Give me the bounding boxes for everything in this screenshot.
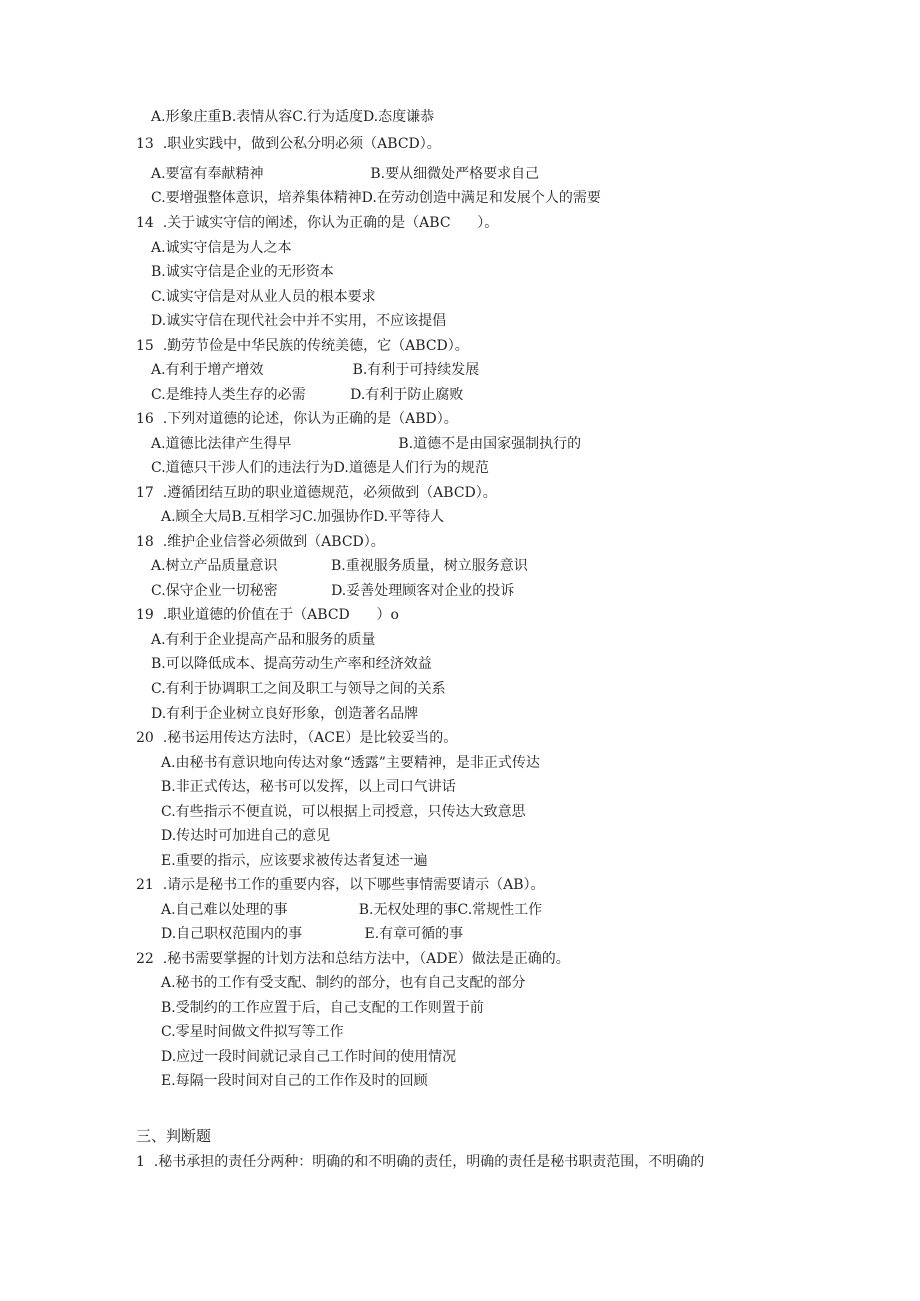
q22-option-b: B.受制约的工作应置于后，自己支配的工作则置于前 (161, 1000, 484, 1016)
q19-option-a: A.有利于企业提高产品和服务的质量 (151, 632, 376, 648)
q15-stem: 15 .勤劳节俭是中华民族的传统美德，它（ABCD）。 (136, 338, 469, 354)
q14-option-d: D.诚实守信在现代社会中并不实用，不应该提倡 (151, 313, 447, 329)
tf-item-1: 1 .秘书承担的责任分两种：明确的和不明确的责任，明确的责任是秘书职责范围，不明确的 (136, 1154, 705, 1170)
q12-options: A.形象庄重B.表情从容C.行为适度D.态度谦恭 (151, 109, 435, 125)
q22-option-a: A.秘书的工作有受支配、制约的部分，也有自己支配的部分 (161, 975, 526, 991)
q20-stem: 20 .秘书运用传达方法时，（ACE）是比较妥当的。 (136, 730, 458, 746)
q15-options-ab: A.有利于增产增效 B.有利于可持续发展 (151, 362, 480, 378)
q19-stem: 19 .职业道德的价值在于（ABCD ）o (136, 607, 399, 623)
q21-options-de: D.自己职权范围内的事 E.有章可循的事 (161, 926, 464, 942)
q20-option-c: C.有些指示不便直说，可以根据上司授意，只传达大致意思 (161, 804, 526, 820)
q19-option-d: D.有利于企业树立良好形象，创造著名品牌 (151, 706, 419, 722)
q18-options-ab: A.树立产品质量意识 B.重视服务质量，树立服务意识 (151, 558, 528, 574)
q20-option-a: A.由秘书有意识地向传达对象“透露”主要精神，是非正式传达 (161, 755, 540, 771)
q22-stem: 22 .秘书需要掌握的计划方法和总结方法中，（ADE）做法是正确的。 (136, 951, 570, 967)
q13-stem: 13 .职业实践中，做到公私分明必须（ABCD）。 (136, 136, 441, 152)
q17-options: A.顾全大局B.互相学习C.加强协作D.平等待人 (161, 509, 445, 525)
q15-options-cd: C.是维持人类生存的必需 D.有利于防止腐败 (151, 387, 464, 403)
q22-option-c: C.零星时间做文件拟写等工作 (161, 1024, 344, 1040)
q18-options-cd: C.保守企业一切秘密 D.妥善处理顾客对企业的投诉 (151, 583, 515, 599)
q14-option-b: B.诚实守信是企业的无形资本 (151, 264, 334, 280)
q21-options-abc: A.自己难以处理的事 B.无权处理的事C.常规性工作 (161, 902, 543, 918)
q19-option-b: B.可以降低成本、提高劳动生产率和经济效益 (151, 656, 432, 672)
q22-option-d: D.应过一段时间就记录自己工作时间的使用情况 (161, 1049, 457, 1065)
q13-options-ab: A.要富有奉献精神 B.要从细微处严格要求自己 (151, 166, 540, 182)
q20-option-b: B.非正式传达，秘书可以发挥，以上司口气讲话 (161, 779, 456, 795)
q14-option-c: C.诚实守信是对从业人员的根本要求 (151, 289, 376, 305)
q16-options-ab: A.道德比法律产生得早 B.道德不是由国家强制执行的 (151, 436, 582, 452)
section-heading-true-false: 三、判断题 (136, 1127, 212, 1145)
q20-option-d: D.传达时可加进自己的意见 (161, 828, 331, 844)
q18-stem: 18 .维护企业信誉必须做到（ABCD）。 (136, 534, 385, 550)
q19-option-c: C.有利于协调职工之间及职工与领导之间的关系 (151, 681, 446, 697)
q22-option-e: E.每隔一段时间对自己的工作作及时的回顾 (161, 1073, 428, 1089)
q17-stem: 17 .遵循团结互助的职业道德规范，必须做到（ABCD）。 (136, 485, 497, 501)
q13-options-cd: C.要增强整体意识，培养集体精神D.在劳动创造中满足和发展个人的需要 (151, 190, 601, 206)
q21-stem: 21 .请示是秘书工作的重要内容，以下哪些事情需要请示（AB）。 (136, 877, 545, 893)
q14-option-a: A.诚实守信是为人之本 (151, 240, 292, 256)
q14-stem: 14 .关于诚实守信的阐述，你认为正确的是（ABC ）。 (136, 215, 499, 231)
q16-options-cd: C.道德只干涉人们的违法行为D.道德是人们行为的规范 (151, 460, 489, 476)
q16-stem: 16 .下列对道德的论述，你认为正确的是（ABD）。 (136, 411, 458, 427)
q20-option-e: E.重要的指示，应该要求被传达者复述一遍 (161, 853, 428, 869)
